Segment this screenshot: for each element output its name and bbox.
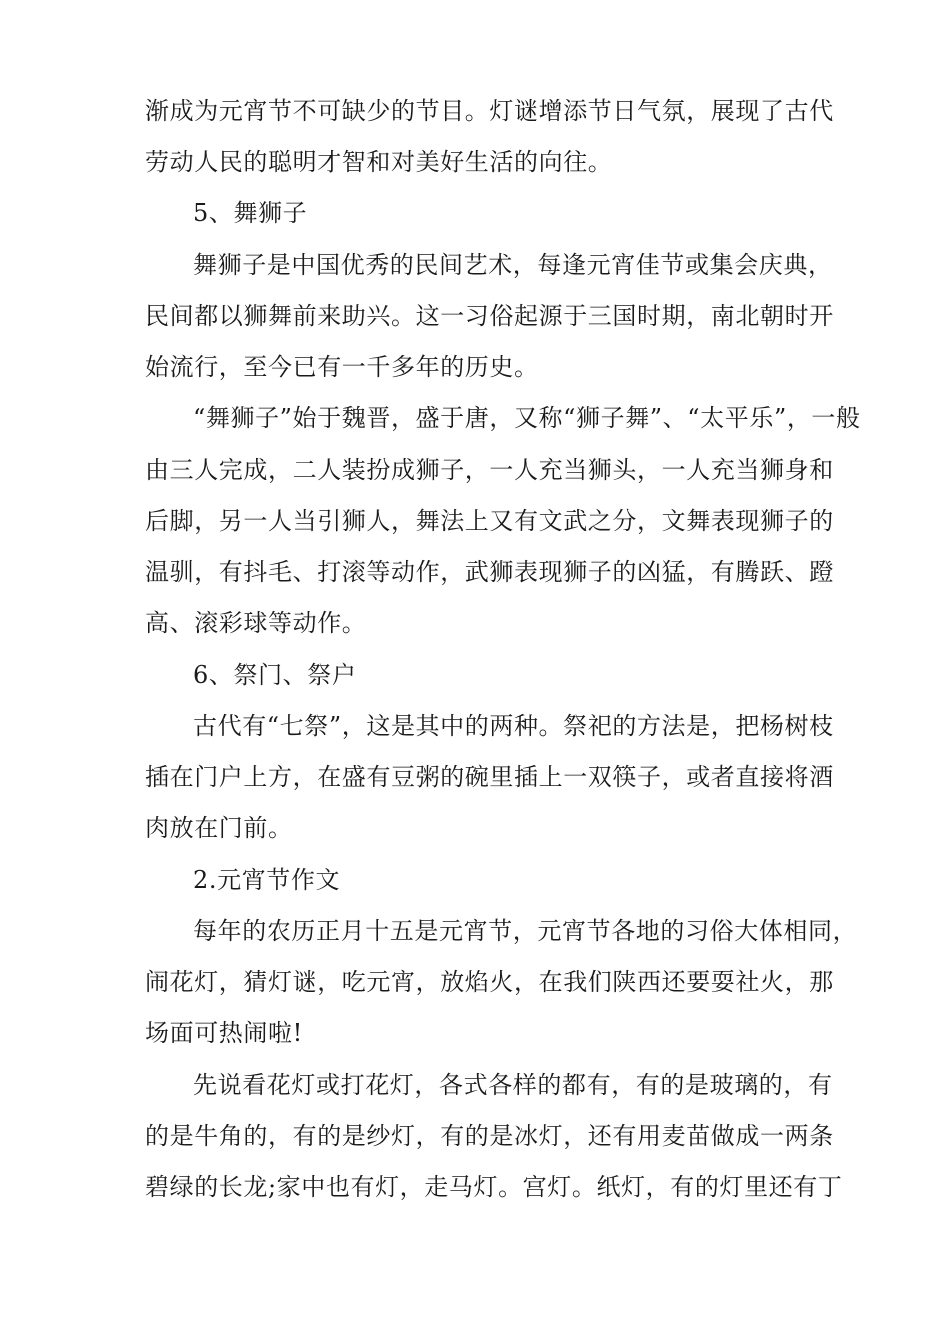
paragraph-line: 由三人完成，二人装扮成狮子，一人充当狮头，一人充当狮身和	[145, 456, 834, 484]
paragraph-line: 插在门户上方，在盛有豆粥的碗里插上一双筷子，或者直接将酒	[145, 763, 834, 791]
section-heading: 5、舞狮子	[193, 199, 308, 227]
paragraph-line: 古代有“七祭”，这是其中的两种。祭祀的方法是，把杨树枝	[193, 712, 834, 740]
paragraph-line: 碧绿的长龙;家中也有灯，走马灯。宫灯。纸灯，有的灯里还有丁	[145, 1173, 843, 1201]
section-heading: 6、祭门、祭户	[193, 661, 357, 689]
paragraph-line: 每年的农历正月十五是元宵节，元宵节各地的习俗大体相同，	[193, 917, 858, 945]
paragraph-line: 渐成为元宵节不可缺少的节目。灯谜增添节日气氛，展现了古代	[145, 97, 834, 125]
paragraph-line: 温驯，有抖毛、打滚等动作，武狮表现狮子的凶猛，有腾跃、蹬	[145, 558, 834, 586]
paragraph-line: “舞狮子”始于魏晋，盛于唐，又称“狮子舞”、“太平乐”，一般	[193, 404, 861, 432]
paragraph-line: 肉放在门前。	[145, 814, 293, 842]
paragraph-line: 先说看花灯或打花灯，各式各样的都有，有的是玻璃的，有	[193, 1071, 833, 1099]
paragraph-line: 场面可热闹啦!	[145, 1019, 303, 1047]
paragraph-line: 民间都以狮舞前来助兴。这一习俗起源于三国时期，南北朝时开	[145, 302, 834, 330]
paragraph-line: 舞狮子是中国优秀的民间艺术，每逢元宵佳节或集会庆典，	[193, 251, 833, 279]
paragraph-line: 后脚，另一人当引狮人，舞法上又有文武之分，文舞表现狮子的	[145, 507, 834, 535]
paragraph-line: 闹花灯，猜灯谜，吃元宵，放焰火，在我们陕西还要耍社火，那	[145, 968, 834, 996]
paragraph-line: 高、滚彩球等动作。	[145, 609, 367, 637]
paragraph-line: 的是牛角的，有的是纱灯，有的是冰灯，还有用麦苗做成一两条	[145, 1122, 834, 1150]
paragraph-line: 始流行，至今已有一千多年的历史。	[145, 353, 539, 381]
section-heading: 2.元宵节作文	[193, 866, 341, 894]
paragraph-line: 劳动人民的聪明才智和对美好生活的向往。	[145, 148, 613, 176]
